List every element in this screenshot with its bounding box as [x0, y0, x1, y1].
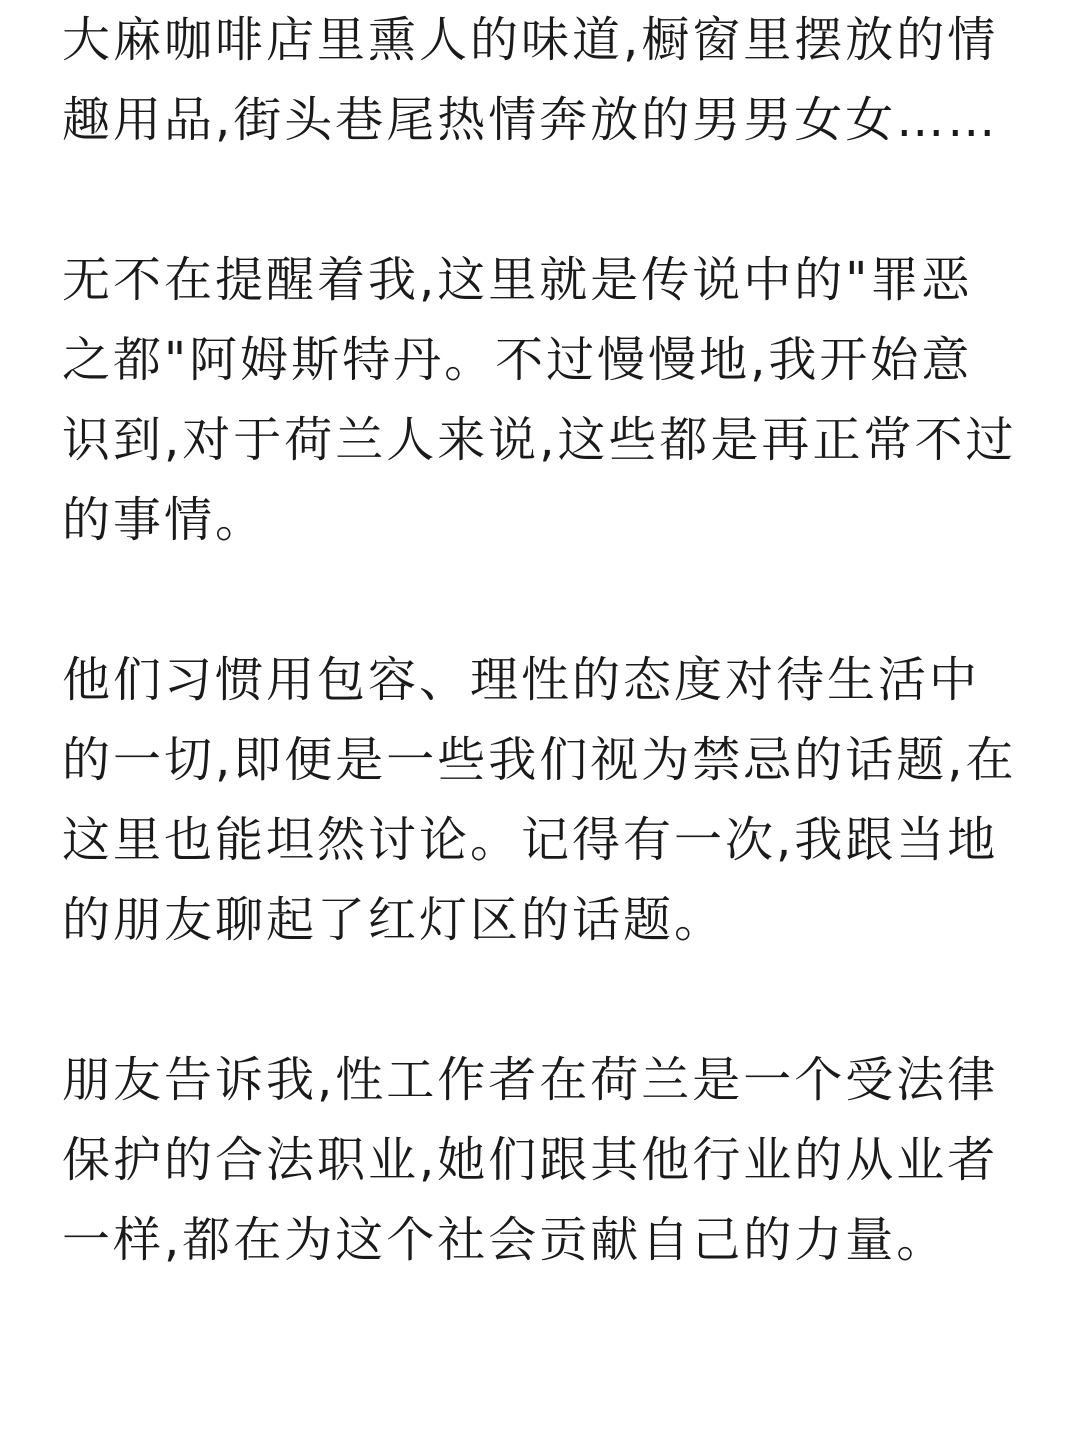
paragraph-2: 无不在提醒着我,这里就是传说中的"罪恶之都"阿姆斯特丹。不过慢慢地,我开始意识到,对于荷兰人来说,这些都是再正常不过的事情。: [62, 252, 1017, 548]
paragraph-spacer: [62, 560, 1022, 640]
paragraph-1: 大麻咖啡店里熏人的味道,橱窗里摆放的情趣用品,街头巷尾热情奔放的男男女女……: [62, 12, 999, 148]
paragraph-spacer: [62, 960, 1022, 1040]
paragraph-spacer: [62, 160, 1022, 240]
article-body: [62, 0, 1022, 1280]
paragraph-4: 朋友告诉我,性工作者在荷兰是一个受法律保护的合法职业,她们跟其他行业的从业者一样,都在为这个社会贡献自己的力量。: [62, 1052, 999, 1268]
paragraph-3: 他们习惯用包容、理性的态度对待生活中的一切,即便是一些我们视为禁忌的话题,在这里也能坦然讨论。记得有一次,我跟当地的朋友聊起了红灯区的话题。: [62, 652, 1017, 948]
